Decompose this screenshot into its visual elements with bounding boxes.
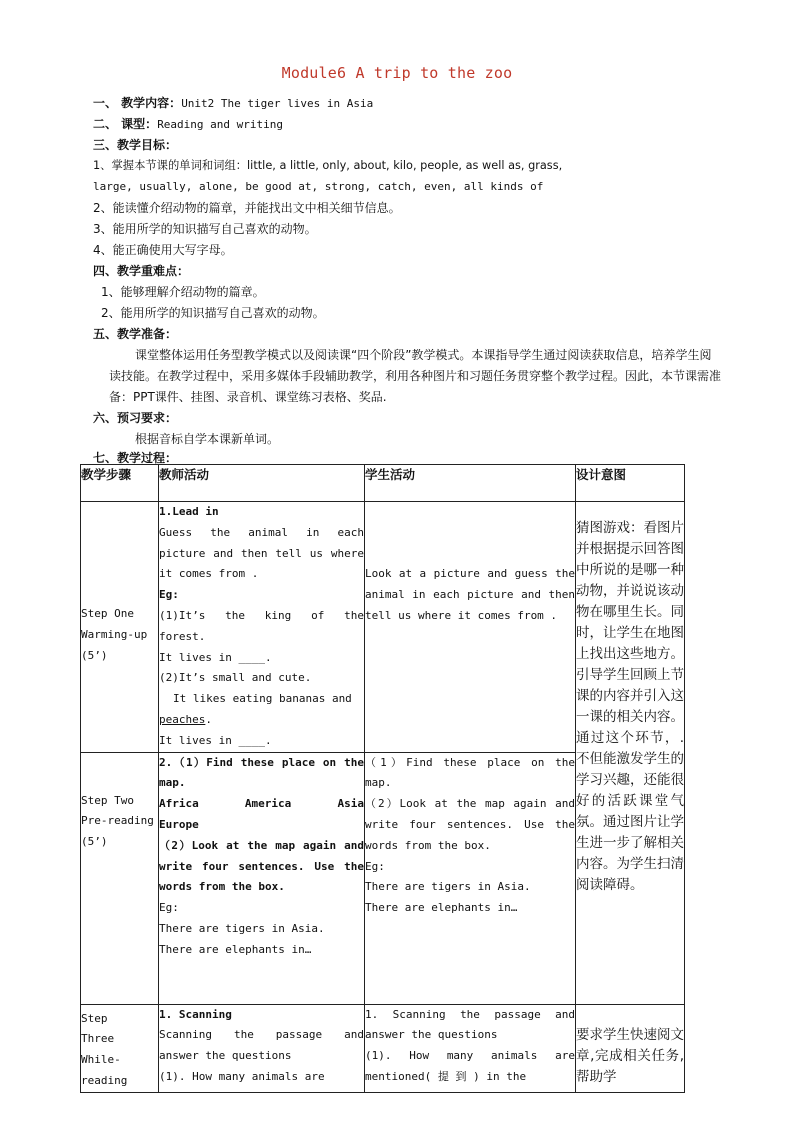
step-one: Step One Warming-up (5’) <box>81 502 159 753</box>
teaching-process-table <box>80 464 685 1093</box>
table-header-row <box>81 465 685 502</box>
goal-2: 2、能读懂介绍动物的篇章，并能找出文中相关细节信息。 <box>93 201 401 215</box>
header-step: 教学步骤 <box>81 465 159 502</box>
preview-text: 根据音标自学本课新单词。 <box>135 432 280 446</box>
section-process: 七、教学过程： <box>93 451 178 465</box>
page-title: Module6 A trip to the zoo <box>281 64 513 82</box>
goal-1-cont: large, usually, alone, be good at, strong, catch, even, all kinds of <box>93 180 544 193</box>
student-activity-3: 1. Scanning the passage and answer the questions (1). How many animals are mentioned( 提 到 ) in the <box>365 1004 576 1092</box>
preparation-text: 课堂整体运用任务型教学模式以及阅读课“四个阶段”教学模式。本课指导学生通过阅读获取信息，培养学生阅读技能。在教学过程中，采用多媒体手段辅助教学，利用各种图片和习题任务贯穿整个教学过程。因此，本节课需准备：PPT课件、挂图、录音机、课堂练习表格、奖品. <box>109 348 722 404</box>
teacher-activity-2: 2.（1）Find these place on the map. Africa America Asia Europe （2）Look at the map again and write four sentences. Use the words from the box. Eg: There are tigers in Asia. There are elephants in… <box>159 752 365 1004</box>
section-type: 二、 课型：Reading and writing <box>93 117 284 131</box>
table-row <box>81 502 685 753</box>
student-activity-2: （1）Find these place on the map. （2）Look at the map again and write four sentences. Use the words from the box. Eg: There are tigers in Asia. There are elephants in… <box>365 752 576 1004</box>
section-goals: 三、教学目标： <box>93 138 178 152</box>
header-design: 设计意图 <box>576 465 685 502</box>
section-preview: 六、预习要求： <box>93 411 178 425</box>
section-preparation: 五、教学准备： <box>93 327 178 341</box>
section-content: 一、 教学内容：Unit2 The tiger lives in Asia <box>93 96 374 110</box>
section-key-points: 四、教学重难点： <box>93 264 190 278</box>
key-point-2: 2、能用所学的知识描写自己喜欢的动物。 <box>101 306 325 320</box>
goal-4: 4、能正确使用大写字母。 <box>93 243 233 257</box>
header-teacher: 教师活动 <box>159 465 365 502</box>
teacher-activity-1: 1.Lead in Guess the animal in each picture and then tell us where it comes from . Eg: (1)It’s the king of the forest. It lives in ____. (2)It’s small and cute. It likes eating bananas and peaches. It lives in ____. <box>159 502 365 753</box>
design-intent-3: 要求学生快速阅文章,完成相关任务,帮助学 <box>576 1004 685 1092</box>
header-student: 学生活动 <box>365 465 576 502</box>
student-activity-1: Look at a picture and guess the animal in each picture and then tell us where it comes from . <box>365 502 576 753</box>
key-point-1: 1、能够理解介绍动物的篇章。 <box>101 285 265 299</box>
step-three: Step Three While-reading <box>81 1004 159 1092</box>
teacher-activity-3: 1. Scanning Scanning the passage and answer the questions (1). How many animals are <box>159 1004 365 1092</box>
goal-1: 1、掌握本节课的单词和词组：little, a little, only, about, kilo, people, as well as, grass, <box>93 159 563 172</box>
step-two: Step Two Pre-reading (5’) <box>81 752 159 1004</box>
goal-3: 3、能用所学的知识描写自己喜欢的动物。 <box>93 222 317 236</box>
design-intent-1: 猜图游戏：看图片并根据提示回答图中所说的是哪一种动物，并说说该动物在哪里生长。同时，让学生在地图上找出这些地方。引导学生回顾上节课的内容并引入这一课的相关内容。通过这个环节，.不但能激发学生的学习兴趣，还能很好的活跃课堂气氛。通过图片让学生进一步了解相关内容。为学生扫清阅读障碍。 <box>576 502 685 1005</box>
table-row <box>81 1004 685 1092</box>
